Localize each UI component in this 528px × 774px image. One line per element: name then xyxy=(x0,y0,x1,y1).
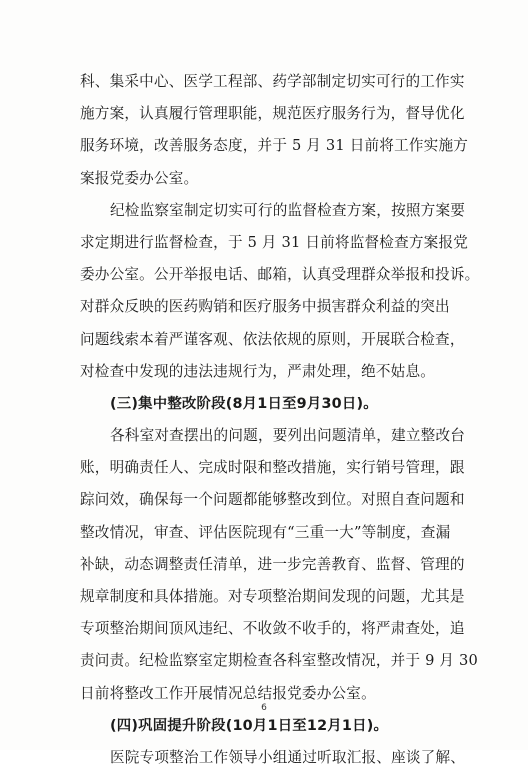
body-line: 服务环境，改善服务态度，并于 5 月 31 日前将工作实施方 xyxy=(80,137,469,155)
body-line: 对检查中发现的违法违规行为，严肃处理，绝不姑息。 xyxy=(80,362,436,380)
body-line: 问题线索本着严谨客观、依法依规的原则，开展联合检查， xyxy=(80,330,465,348)
body-line: 专项整治期间顶风违纪、不收敛不收手的，将严肃查处，追 xyxy=(80,620,465,638)
body-line: 施方案，认真履行管理职能，规范医疗服务行为，督导优化 xyxy=(80,105,465,123)
body-line: 案报党委办公室。 xyxy=(80,169,199,187)
section-heading-3: (三)集中整改阶段(8月1日至9月30日)。 xyxy=(110,395,378,412)
body-line: 日前将整改工作开展情况总结报党委办公室。 xyxy=(80,684,376,702)
body-line: 踪问效，确保每一个问题都能够整改到位。对照自查问题和 xyxy=(80,491,465,509)
page-number: 6 xyxy=(261,703,267,713)
paragraph-start-line: 各科室对查摆出的问题，要列出问题清单，建立整改台 xyxy=(110,427,466,445)
body-line: 整改情况，审查、评估医院现有“三重一大”等制度，查漏 xyxy=(80,523,451,541)
body-line: 责问责。纪检监察室定期检查各科室整改情况，并于 9 月 30 xyxy=(80,652,479,670)
paragraph-start-line: 纪检监察室制定切实可行的监督检查方案，按照方案要 xyxy=(110,201,466,219)
body-line: 对群众反映的医药购销和医疗服务中损害群众利益的突出 xyxy=(80,298,450,316)
paragraph-start-line: 医院专项整治工作领导小组通过听取汇报、座谈了解、 xyxy=(110,748,466,766)
body-line: 规章制度和具体措施。对专项整治期间发现的问题，尤其是 xyxy=(80,588,465,605)
document-body xyxy=(80,66,480,774)
body-line: 求定期进行监督检查，于 5 月 31 日前将监督检查方案报党 xyxy=(80,233,469,251)
body-line: 补缺，动态调整责任清单，进一步完善教育、监督、管理的 xyxy=(80,555,465,573)
body-line: 科、集采中心、医学工程部、药学部制定切实可行的工作实 xyxy=(80,73,465,90)
section-heading-4: (四)巩固提升阶段(10月1日至12月1日)。 xyxy=(110,717,389,734)
body-line: 委办公室。公开举报电话、邮箱，认真受理群众举报和投诉。 xyxy=(80,266,480,284)
body-line: 账，明确责任人、完成时限和整改措施，实行销号管理，跟 xyxy=(80,459,465,477)
